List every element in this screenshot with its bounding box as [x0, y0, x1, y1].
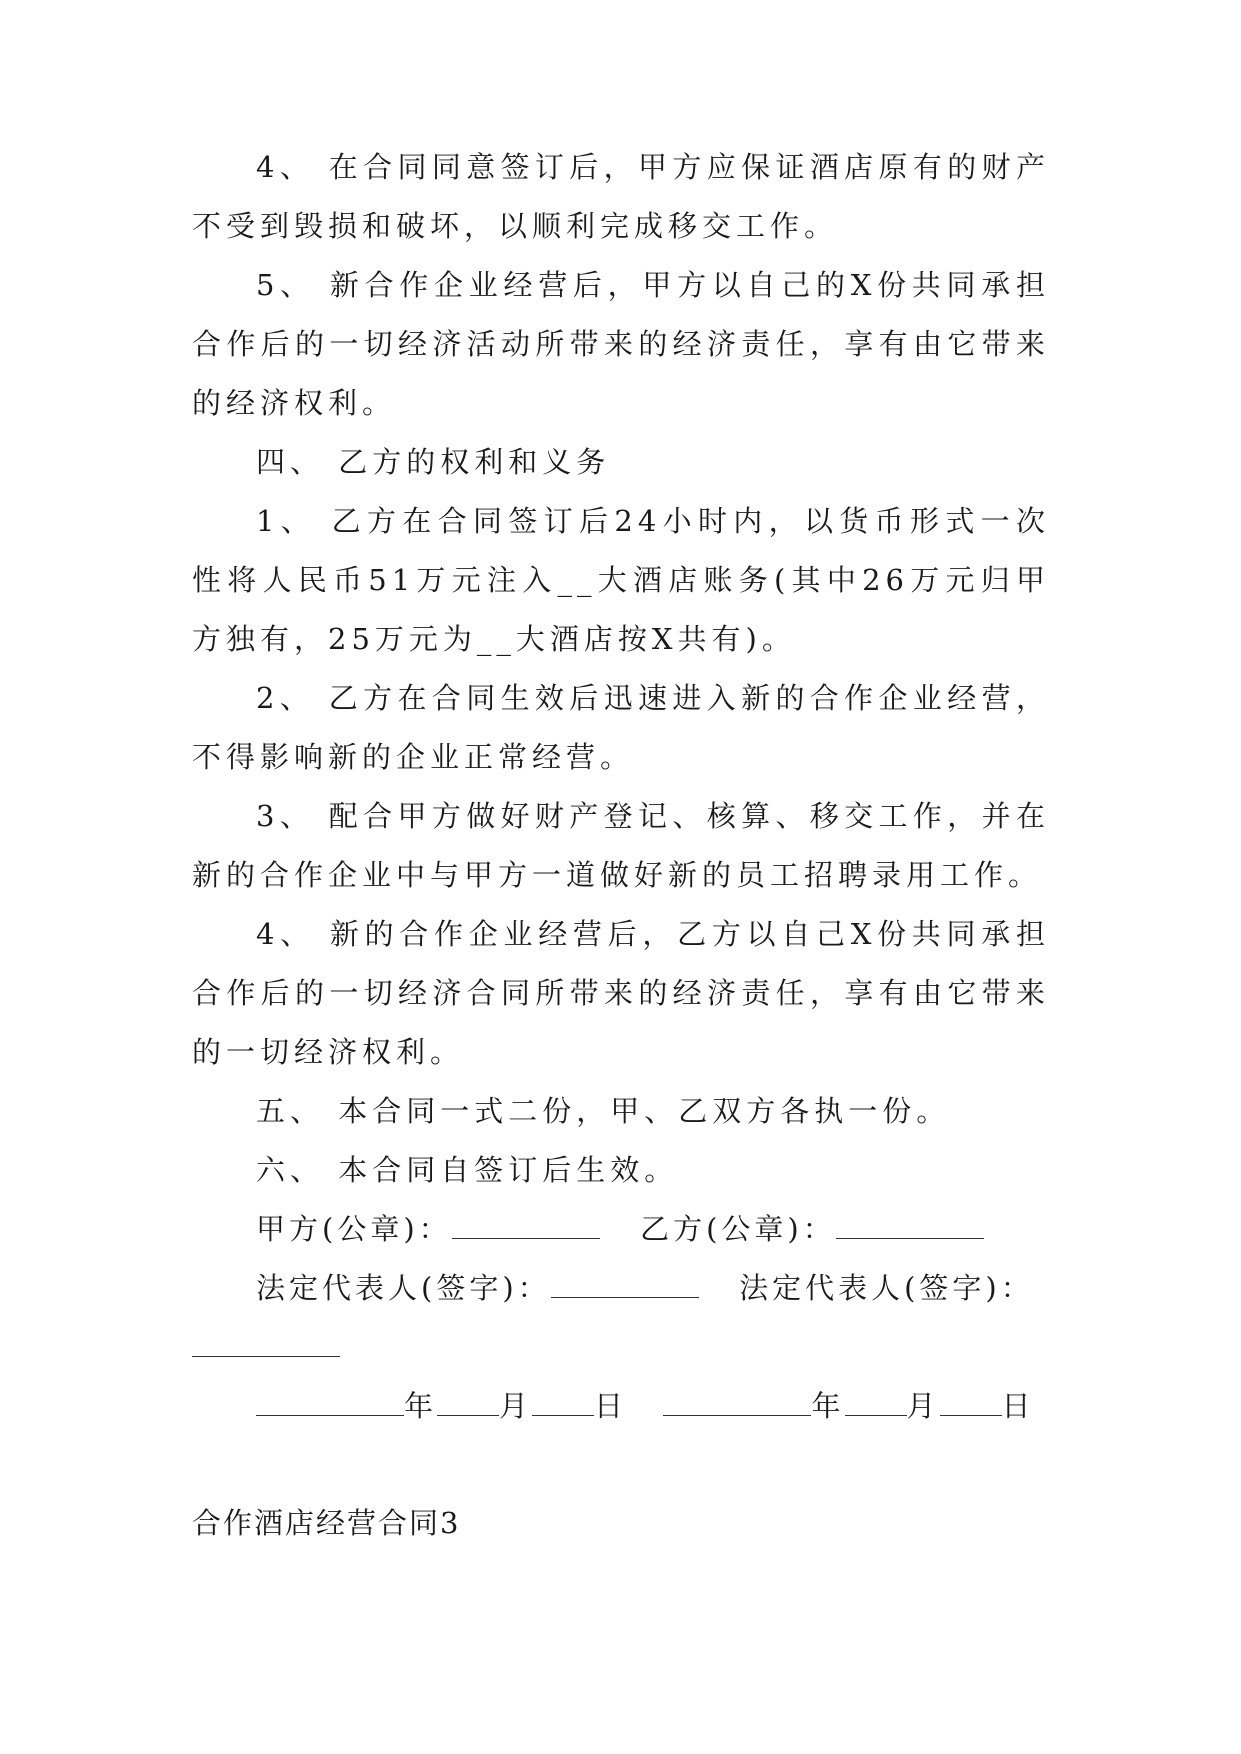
legal-rep-b-blank	[192, 1334, 340, 1357]
date-a-year-blank	[256, 1393, 404, 1416]
date-a-day-label: 日	[594, 1389, 628, 1423]
date-a-year-label: 年	[404, 1389, 438, 1423]
date-b-year-blank	[663, 1393, 811, 1416]
next-section-title: 合作酒店经营合同3	[192, 1506, 461, 1540]
date-line	[256, 1377, 1035, 1436]
party-a-seal-blank	[452, 1216, 600, 1239]
date-b-day-label: 日	[1001, 1389, 1035, 1423]
legal-rep-b-label: 法定代表人(签字)：	[739, 1271, 1034, 1305]
party-b-seal-label: 乙方(公章)：	[640, 1212, 836, 1246]
party-a-seal-label: 甲方(公章)：	[256, 1212, 452, 1246]
clause-a5: 5、 新合作企业经营后，甲方以自己的X份共同承担合作后的一切经济活动所带来的经济责任，享有由它带来的经济权利。	[192, 268, 1050, 420]
legal-rep-a-label: 法定代表人(签字)：	[256, 1271, 551, 1305]
date-b-day-blank	[940, 1393, 1002, 1416]
legal-rep-line	[256, 1259, 1034, 1318]
legal-rep-a-blank	[551, 1275, 699, 1298]
date-b-year-label: 年	[811, 1389, 845, 1423]
date-a-month-blank	[437, 1393, 499, 1416]
clause-b2: 2、 乙方在合同生效后迅速进入新的合作企业经营，不得影响新的企业正常经营。	[192, 681, 1050, 774]
clause-a4: 4、 在合同同意签订后，甲方应保证酒店原有的财产不受到毁损和破坏，以顺利完成移交工作。	[192, 150, 1050, 243]
date-b-month-blank	[845, 1393, 907, 1416]
clause-b3: 3、 配合甲方做好财产登记、核算、移交工作，并在新的合作企业中与甲方一道做好新的员工招聘录用工作。	[192, 799, 1050, 892]
legal-rep-b-blank-line	[192, 1318, 340, 1377]
section-five: 五、 本合同一式二份，甲、乙双方各执一份。	[256, 1094, 951, 1128]
section-four-heading: 四、 乙方的权利和义务	[256, 445, 611, 479]
seal-line	[256, 1200, 984, 1259]
date-b-month-label: 月	[906, 1389, 940, 1423]
section-six: 六、 本合同自签订后生效。	[256, 1153, 679, 1187]
party-b-seal-blank	[836, 1216, 984, 1239]
date-a-month-label: 月	[499, 1389, 533, 1423]
date-a-day-blank	[532, 1393, 594, 1416]
clause-b4: 4、 新的合作企业经营后，乙方以自己X份共同承担合作后的一切经济合同所带来的经济责任，享有由它带来的一切经济权利。	[192, 917, 1050, 1069]
clause-b1: 1、 乙方在合同签订后24小时内，以货币形式一次性将人民币51万元注入__大酒店账务(其中26万元归甲方独有，25万元为__大酒店按X共有)。	[192, 504, 1050, 656]
